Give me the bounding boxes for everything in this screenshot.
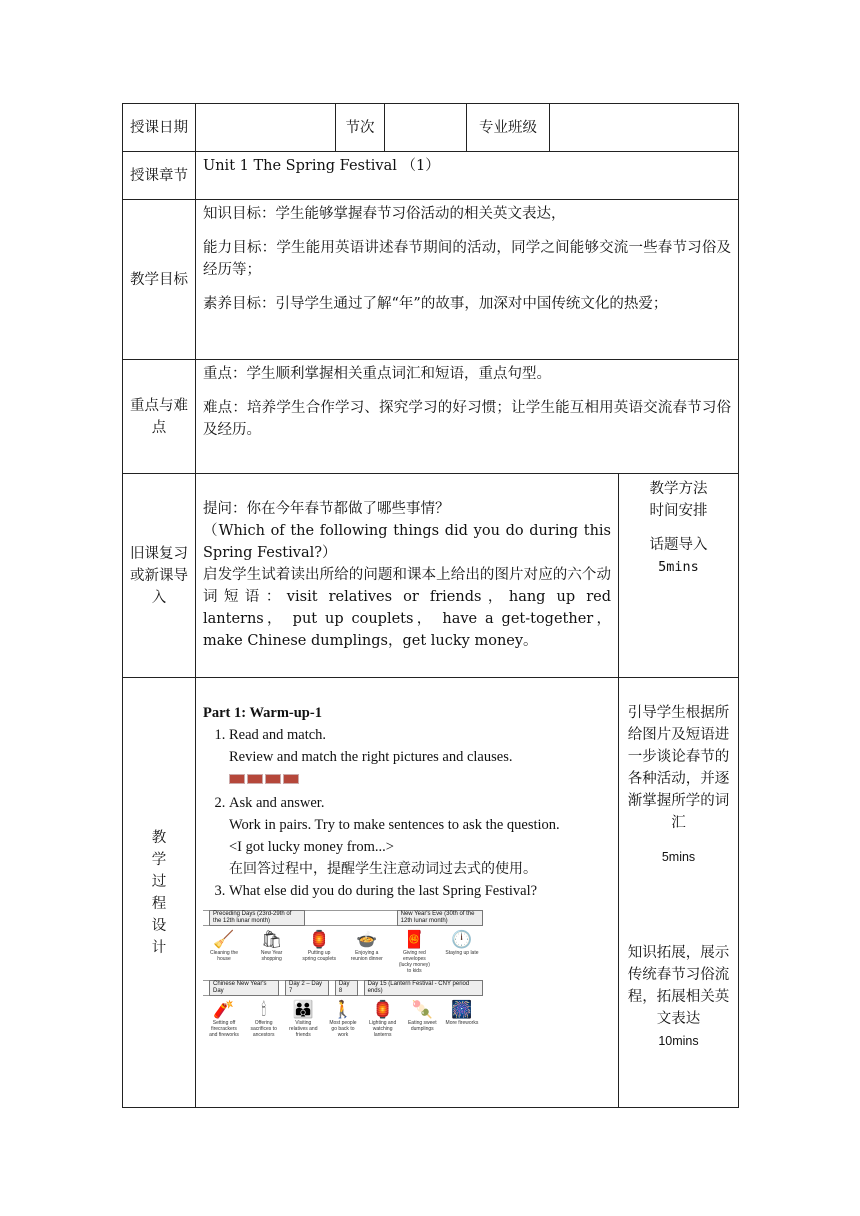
focus-label-text: 重点与难点 (130, 397, 188, 436)
step-2-example: <I got lucky money from...> (229, 839, 394, 855)
method-value: 话题导入 (649, 537, 708, 553)
side-note-2: 知识拓展，展示传统春节习俗流程，拓展相关英文表达 (627, 945, 730, 1027)
step-2 (229, 792, 611, 880)
timeline-tag: Chinese New Year's Day (209, 980, 279, 996)
thumb-2 (247, 774, 263, 784)
timeline-caption: Offering sacrifices to ancestors (250, 1020, 277, 1038)
focus-label (123, 360, 196, 474)
lesson-plan-page (122, 103, 738, 1108)
process-side-cell (619, 678, 739, 1108)
step-2-title: 2. Ask and answer. (229, 795, 325, 811)
thumb-4 (283, 774, 299, 784)
review-label (123, 474, 196, 678)
chapter-label (123, 152, 196, 200)
timeline-tag: Day 15 (Lantern Festival - CNY period ends) (364, 980, 483, 996)
lesson-label (336, 104, 385, 152)
timeline-caption: Setting off firecrackers and fireworks (209, 1020, 239, 1038)
timeline-item (302, 930, 336, 974)
timeline-item (286, 1000, 320, 1038)
objectives-label (123, 200, 196, 360)
firecracker-icon: 🧨 (213, 1000, 235, 1020)
step-1-title: 1. Read and match. (229, 727, 327, 743)
timeline-row-2 (207, 1000, 479, 1038)
timeline-caption: Staying up late (445, 950, 479, 956)
dinner-icon: 🍲 (356, 930, 378, 950)
focus-content (196, 360, 739, 474)
timeline-tag: Preceding Days (23rd-29th of the 12th lunar month) (209, 910, 305, 926)
thumb-3 (265, 774, 281, 784)
lantern-icon: 🏮 (372, 1000, 394, 1020)
lesson-plan-table (122, 103, 739, 1108)
step-1-desc: Review and match the right pictures and clauses. (229, 749, 513, 765)
timeline-caption: Eating sweet dumplings (407, 1020, 437, 1032)
method-time: 5mins (658, 559, 699, 575)
timeline-item (445, 1000, 479, 1038)
clock-icon: 🕛 (451, 930, 473, 950)
timeline-item (207, 1000, 241, 1038)
review-method-cell (619, 474, 739, 678)
timeline-row-1 (207, 930, 479, 974)
timeline-caption: Cleaning the house (209, 950, 239, 962)
process-content (196, 678, 619, 1108)
timeline-caption: More fireworks (445, 1020, 479, 1026)
timeline-item (445, 930, 479, 974)
timeline-bar-1 (203, 910, 483, 926)
process-label (123, 678, 196, 1108)
offering-icon: 🕯 (261, 1000, 267, 1020)
timeline-item (350, 930, 384, 974)
side-time-2: 10mins (658, 1034, 699, 1048)
step-3-title: 3. What else did you do during the last Spring Festival? (229, 883, 538, 899)
timeline-tag: New Year's Eve (30th of the 12th lunar month) (397, 910, 483, 926)
method-label-1: 教学方法 (649, 481, 708, 497)
red-envelope-icon: 🧧 (403, 930, 425, 950)
date-value (196, 104, 336, 152)
class-label-text: 专业班级 (479, 119, 537, 136)
timeline-caption: Giving red envelopes (lucky money) to kids (398, 950, 430, 974)
timeline-tag: Day 8 (335, 980, 358, 996)
lesson-label-text: 节次 (345, 119, 375, 136)
timeline-item (326, 1000, 360, 1038)
objectives-content (196, 200, 739, 360)
class-value (550, 104, 739, 152)
timeline-item (207, 930, 241, 974)
timeline-caption: Putting up spring couplets (302, 950, 336, 962)
chapter-value: Unit 1 The Spring Festival （1） (196, 152, 739, 200)
process-label-text: 教学过程设计 (151, 829, 167, 956)
match-pictures-thumbnail (229, 774, 611, 784)
timeline-item (247, 1000, 281, 1038)
date-label (123, 104, 196, 152)
timeline-item (405, 1000, 439, 1038)
review-label-text: 旧课复习或新课导入 (130, 545, 188, 606)
visiting-icon: 👪 (292, 1000, 314, 1020)
festival-timeline (203, 910, 483, 1038)
broom-icon: 🧹 (213, 930, 235, 950)
side-time-1: 5mins (661, 850, 696, 864)
objective-ability: 能力目标：学生能用英语讲述春节期间的活动，同学之间能够交流一些春节习俗及经历等； (203, 240, 731, 278)
timeline-bar-2 (203, 980, 483, 996)
timeline-caption: Most people go back to work (329, 1020, 357, 1038)
step-1 (229, 724, 611, 784)
dumpling-icon: 🍡 (411, 1000, 433, 1020)
class-label (467, 104, 550, 152)
timeline-item (255, 930, 289, 974)
step-list (203, 724, 611, 902)
timeline-caption: Enjoying a reunion dinner (350, 950, 383, 962)
thumb-1 (229, 774, 245, 784)
review-content (196, 474, 619, 678)
couplet-icon: 🏮 (308, 930, 330, 950)
timeline-tag: Day 2 – Day 7 (285, 980, 329, 996)
work-icon: 🚶 (332, 1000, 354, 1020)
shopping-icon: 🛍 (260, 930, 283, 950)
timeline-caption: Lighting and watching lanterns (369, 1020, 397, 1038)
fireworks-icon: 🎆 (451, 1000, 473, 1020)
objective-knowledge: 知识目标：学生能够掌握春节习俗活动的相关英文表达， (203, 206, 566, 222)
date-label-text: 授课日期 (130, 119, 188, 136)
part-title: Part 1: Warm-up-1 (203, 705, 322, 721)
review-guide: 启发学生试着读出所给的问题和课本上给出的图片对应的六个动词短语：visit relatives or friends，hang up red lanterns， put up couplets， have a get-together， make Chinese dumplings，get lucky money。 (203, 567, 611, 649)
method-label-2: 时间安排 (649, 503, 708, 519)
focus-difficult: 难点：培养学生合作学习、探究学习的好习惯；让学生能互相用英语交流春节习俗及经历。 (203, 400, 731, 438)
review-question-en: （Which of the following things did you do during this Spring Festival?） (203, 523, 611, 561)
step-2-desc: Work in pairs. Try to make sentences to ask the question. (229, 817, 560, 833)
timeline-item (397, 930, 431, 974)
timeline-item (366, 1000, 400, 1038)
objectives-label-text: 教学目标 (130, 271, 188, 288)
timeline-caption: Visiting relatives and friends (289, 1020, 318, 1038)
step-3 (229, 880, 611, 902)
step-2-note: 在回答过程中，提醒学生注意动词过去式的使用。 (229, 861, 537, 877)
lesson-value (385, 104, 467, 152)
side-note-1: 引导学生根据所给图片及短语进一步谈论春节的各种活动，并逐渐掌握所学的词汇 (627, 705, 730, 831)
review-question-cn: 提问：你在今年春节都做了哪些事情？ (203, 501, 450, 517)
objective-literacy: 素养目标：引导学生通过了解“年”的故事，加深对中国传统文化的热爱； (203, 296, 668, 312)
focus-key: 重点：学生顺利掌握相关重点词汇和短语，重点句型。 (203, 366, 551, 382)
chapter-label-text: 授课章节 (130, 167, 188, 184)
timeline-caption: New Year shopping (260, 950, 283, 962)
